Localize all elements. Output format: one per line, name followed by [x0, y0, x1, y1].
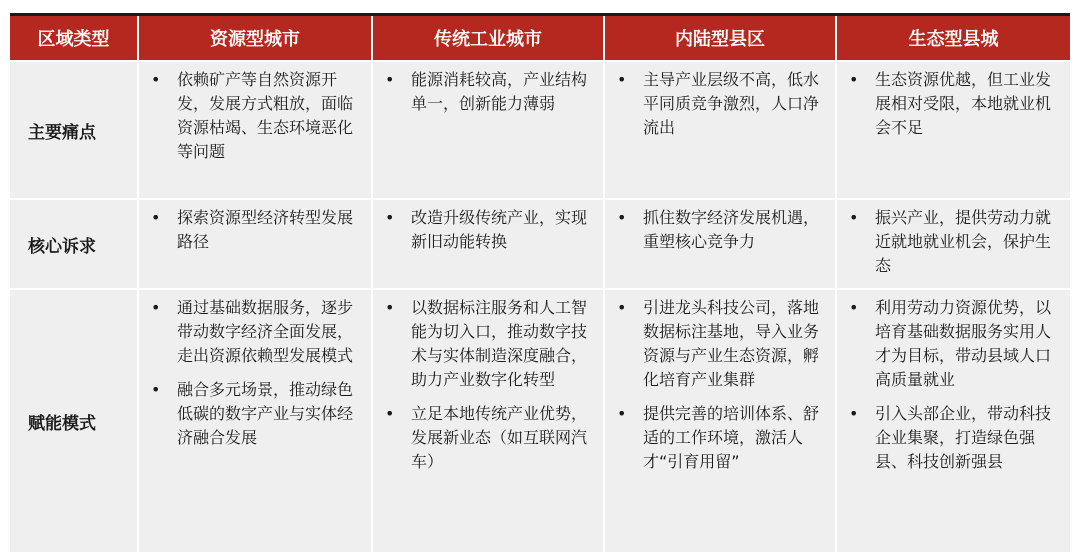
list-item	[381, 206, 591, 254]
list-item	[147, 378, 359, 450]
bullet-icon: •	[617, 70, 627, 89]
cell-text: 融合多元场景，推动绿色低碳的数字产业与实体经济融合发展	[177, 380, 354, 447]
list-item	[845, 68, 1058, 140]
cell-text: 提供完善的培训体系、舒适的工作环境，激活人才“引育用留”	[643, 404, 820, 471]
list-item	[613, 206, 823, 254]
list-item	[845, 296, 1058, 392]
cell-text: 生态资源优越，但工业发展相对受限，本地就业机会不足	[875, 70, 1052, 137]
table-cell	[604, 61, 836, 199]
list-item	[845, 402, 1058, 474]
cell-text: 以数据标注服务和人工智能为切入口，推动数字技术与实体制造深度融合，助力产业数字化转型	[411, 298, 588, 389]
bullet-icon: •	[617, 208, 627, 227]
table-cell	[372, 61, 604, 199]
cell-text: 立足本地传统产业优势，发展新业态（如互联网汽车）	[411, 404, 588, 471]
bullet-icon: •	[849, 298, 859, 317]
bullet-icon: •	[151, 298, 161, 317]
header-inland-county: 内陆型县区	[604, 16, 836, 61]
bullet-icon: •	[385, 404, 395, 423]
cell-text: 探索资源型经济转型发展路径	[177, 208, 354, 251]
table-row-pain-points	[10, 61, 1070, 199]
bullet-icon: •	[151, 70, 161, 89]
cell-text: 引入头部企业，带动科技企业集聚，打造绿色强县、科技创新强县	[875, 404, 1052, 471]
header-resource-city: 资源型城市	[138, 16, 372, 61]
row-label-core-demands: 核心诉求	[10, 199, 138, 289]
header-traditional-industrial-city: 传统工业城市	[372, 16, 604, 61]
bullet-icon: •	[385, 298, 395, 317]
bullet-icon: •	[151, 380, 161, 399]
bullet-icon: •	[849, 404, 859, 423]
bullet-icon: •	[151, 208, 161, 227]
list-item	[381, 296, 591, 392]
header-region-type: 区域类型	[10, 16, 138, 61]
bullet-icon: •	[385, 208, 395, 227]
table-cell	[836, 61, 1070, 199]
header-ecological-county: 生态型县城	[836, 16, 1070, 61]
list-item	[613, 68, 823, 140]
list-item	[381, 402, 591, 474]
table-cell	[604, 199, 836, 289]
table-row-empowerment-mode	[10, 289, 1070, 553]
cell-text: 主导产业层级不高，低水平同质竞争激烈，人口净流出	[643, 70, 820, 137]
table-cell	[372, 199, 604, 289]
table-cell	[138, 61, 372, 199]
cell-text: 依赖矿产等自然资源开发，发展方式粗放，面临资源枯竭、生态环境恶化等问题	[177, 70, 354, 161]
cell-text: 改造升级传统产业，实现新旧动能转换	[411, 208, 588, 251]
cell-text: 能源消耗较高，产业结构单一，创新能力薄弱	[411, 70, 588, 113]
row-label-pain-points: 主要痛点	[10, 61, 138, 199]
list-item	[845, 206, 1058, 278]
table-cell	[836, 199, 1070, 289]
cell-text: 利用劳动力资源优势，以培育基础数据服务实用人才为目标，带动县域人口高质量就业	[875, 298, 1052, 389]
list-item	[147, 206, 359, 254]
region-type-table	[10, 16, 1070, 554]
bullet-icon: •	[385, 70, 395, 89]
list-item	[147, 296, 359, 368]
table-cell	[138, 289, 372, 553]
cell-text: 引进龙头科技公司，落地数据标注基地，导入业务资源与产业生态资源，孵化培育产业集群	[643, 298, 820, 389]
table-cell	[138, 199, 372, 289]
cell-text: 通过基础数据服务，逐步带动数字经济全面发展，走出资源依赖型发展模式	[177, 298, 354, 365]
table-cell	[372, 289, 604, 553]
cell-text: 抓住数字经济发展机遇，重塑核心竞争力	[643, 208, 820, 251]
cell-text: 振兴产业，提供劳动力就近就地就业机会，保护生态	[875, 208, 1052, 275]
table-cell	[836, 289, 1070, 553]
bullet-icon: •	[849, 208, 859, 227]
header-row	[10, 16, 1070, 61]
list-item	[381, 68, 591, 116]
row-label-empowerment-mode: 赋能模式	[10, 289, 138, 553]
bullet-icon: •	[849, 70, 859, 89]
table-row-core-demands	[10, 199, 1070, 289]
list-item	[147, 68, 359, 164]
list-item	[613, 296, 823, 392]
table-cell	[604, 289, 836, 553]
bullet-icon: •	[617, 298, 627, 317]
bullet-icon: •	[617, 404, 627, 423]
list-item	[613, 402, 823, 474]
